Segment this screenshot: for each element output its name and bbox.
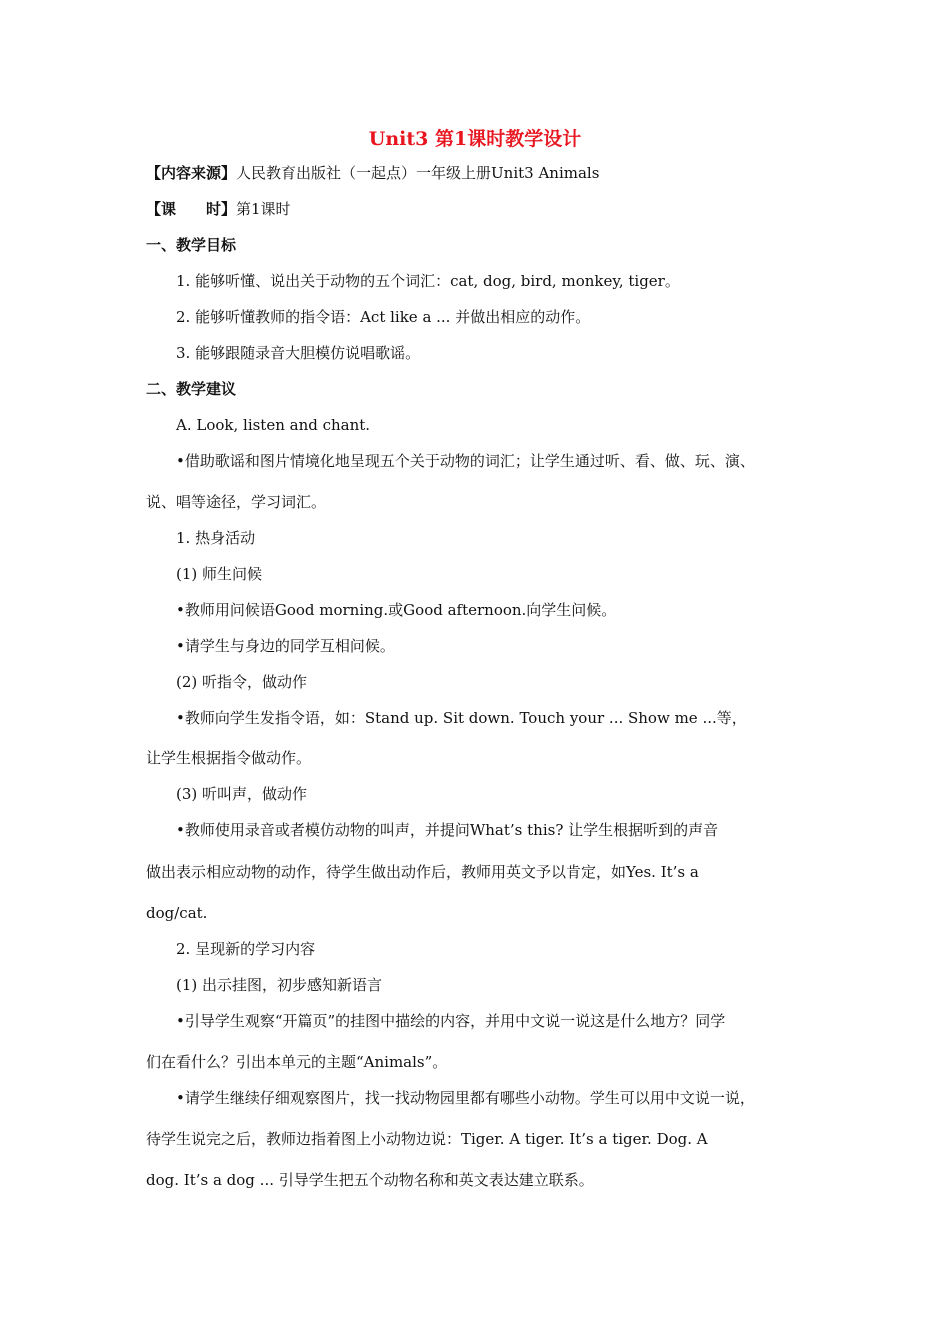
step2-sub1: (1) 出示挂图，初步感知新语言	[176, 976, 383, 994]
intro-line: 说、唱等途径，学习词汇。	[146, 493, 327, 511]
source-line	[146, 163, 599, 183]
step1-sub3: (3) 听叫声，做动作	[176, 785, 308, 803]
bullet-line: •教师向学生发指令语，如：Stand up. Sit down. Touch your ... Show me ...等，	[176, 709, 747, 727]
bullet-line: dog/cat.	[146, 904, 208, 922]
bullet-line: •请学生与身边的同学互相问候。	[176, 637, 395, 655]
bullet-line: •教师使用录音或者模仿动物的叫声，并提问What’s this? 让学生根据听到的声音	[176, 821, 719, 839]
period-label: 【课 时】	[146, 200, 237, 218]
bullet-line: 们在看什么？引出本单元的主题“Animals”。	[146, 1053, 448, 1071]
page-title: Unit3 第1课时教学设计	[368, 128, 582, 150]
source-label: 【内容来源】	[146, 164, 237, 182]
bullet-line: •引导学生观察“开篇页”的挂图中描绘的内容，并用中文说一说这是什么地方？同学	[176, 1012, 726, 1030]
objective-item: 1. 能够听懂、说出关于动物的五个词汇：cat, dog, bird, monkey, tiger。	[176, 272, 680, 290]
step1-sub1: (1) 师生问候	[176, 565, 263, 583]
step1-heading: 1. 热身活动	[176, 529, 256, 547]
bullet-line: dog. It’s a dog ... 引导学生把五个动物名称和英文表达建立联系。	[146, 1171, 594, 1189]
intro-line: •借助歌谣和图片情境化地呈现五个关于动物的词汇；让学生通过听、看、做、玩、演、	[176, 452, 755, 470]
source-text: 人民教育出版社（一起点）一年级上册Unit3 Animals	[236, 164, 600, 182]
step2-heading: 2. 呈现新的学习内容	[176, 940, 316, 958]
section2-heading: 二、教学建议	[146, 380, 237, 398]
period-line	[146, 199, 291, 219]
objective-item: 3. 能够跟随录音大胆模仿说唱歌谣。	[176, 344, 421, 362]
bullet-line: •请学生继续仔细观察图片，找一找动物园里都有哪些小动物。学生可以用中文说一说，	[176, 1089, 755, 1107]
bullet-line: •教师用问候语Good morning.或Good afternoon.向学生问候。	[176, 601, 617, 619]
section1-heading: 一、教学目标	[146, 236, 237, 254]
part-a-heading: A. Look, listen and chant.	[176, 416, 371, 434]
bullet-line: 待学生说完之后，教师边指着图上小动物边说：Tiger. A tiger. It’s a tiger. Dog. A	[146, 1130, 708, 1148]
objective-item: 2. 能够听懂教师的指令语：Act like a ... 并做出相应的动作。	[176, 308, 591, 326]
step1-sub2: (2) 听指令，做动作	[176, 673, 308, 691]
bullet-line: 让学生根据指令做动作。	[146, 749, 312, 767]
bullet-line: 做出表示相应动物的动作，待学生做出动作后，教师用英文予以肯定，如Yes. It’s a	[146, 863, 699, 881]
period-text: 第1课时	[236, 200, 291, 218]
